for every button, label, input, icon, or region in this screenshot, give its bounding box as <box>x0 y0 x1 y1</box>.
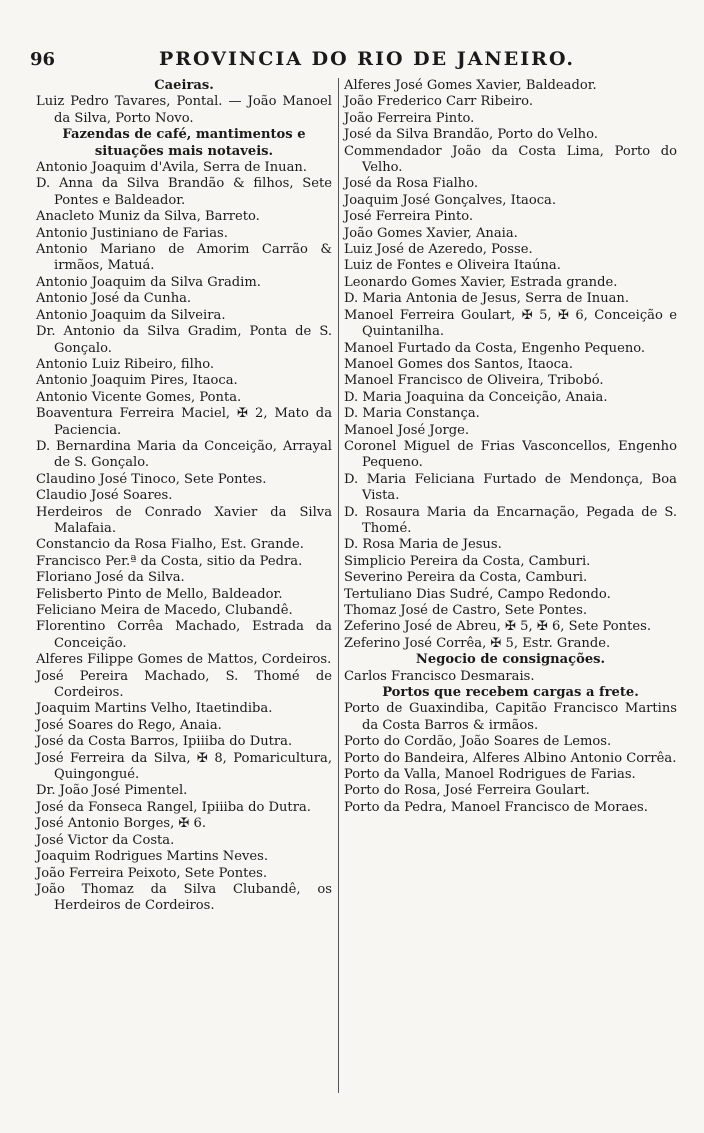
directory-entry: Claudio José Soares. <box>36 488 173 504</box>
directory-entry: D. Bernardina Maria da Conceição, Arrayal de S. Gonçalo. <box>36 438 332 471</box>
directory-entry: José Pereira Machado, S. Thomé de Cordeiros. <box>36 668 332 701</box>
directory-entry: João Ferreira Peixoto, Sete Pontes. <box>36 865 268 881</box>
directory-entry: José Antonio Borges, ✠ 6. <box>36 816 207 832</box>
directory-entry: D. Rosaura Maria da Encarnação, Pegada de S. Thomé. <box>344 504 677 536</box>
directory-entry: Joaquim Rodrigues Martins Neves. <box>36 849 269 865</box>
directory-entry: Manoel Ferreira Goulart, ✠ 5, ✠ 6, Conceição e Quintanilha. <box>344 307 677 340</box>
directory-entry: Feliciano Meira de Macedo, Clubandê. <box>36 603 293 618</box>
section-heading: Fazendas de café, mantimentos e situações mais notaveis. <box>62 127 306 159</box>
directory-entry: João Frederico Carr Ribeiro. <box>344 94 533 110</box>
directory-entry: Antonio José da Cunha. <box>36 291 192 307</box>
right-column <box>344 78 677 816</box>
directory-entry: Dr. Antonio da Silva Gradim, Ponta de S. Gonçalo. <box>36 324 332 356</box>
directory-entry: Antonio Joaquim da Silveira. <box>36 307 226 323</box>
directory-entry: Tertuliano Dias Sudré, Campo Redondo. <box>344 586 611 602</box>
directory-entry: Luiz José de Azeredo, Posse. <box>344 242 533 258</box>
directory-entry: Porto do Cordão, João Soares de Lemos. <box>344 734 612 750</box>
directory-entry: Floriano José da Silva. <box>36 570 185 586</box>
directory-entry: Manoel José Jorge. <box>344 422 470 438</box>
directory-entry: João Ferreira Pinto. <box>344 110 475 126</box>
directory-entry: Leonardo Gomes Xavier, Estrada grande. <box>344 274 618 290</box>
directory-entry: Luiz Pedro Tavares, Pontal. — João Manoel da Silva, Porto Novo. <box>36 94 332 126</box>
section-heading: Portos que recebem cargas a frete. <box>382 685 639 701</box>
directory-entry: Antonio Joaquim Pires, Itaoca. <box>36 373 238 389</box>
directory-entry: Coronel Miguel de Frias Vasconcellos, Engenho Pequeno. <box>344 438 677 471</box>
directory-entry: João Thomaz da Silva Clubandê, os Herdeiros de Cordeiros. <box>36 881 332 914</box>
left-column <box>36 78 332 915</box>
directory-entry: Joaquim José Gonçalves, Itaoca. <box>344 192 556 208</box>
directory-entry: Anacleto Muniz da Silva, Barreto. <box>36 209 260 225</box>
directory-entry: José da Costa Barros, Ipiiiba do Dutra. <box>36 734 293 750</box>
directory-entry: João Gomes Xavier, Anaia. <box>344 225 518 241</box>
directory-entry: Commendador João da Costa Lima, Porto do Velho. <box>344 143 677 176</box>
directory-entry: D. Maria Feliciana Furtado de Mendonça, Boa Vista. <box>344 471 677 504</box>
directory-entry: Porto de Guaxindiba, Capitão Francisco Martins da Costa Barros & irmãos. <box>344 701 677 733</box>
directory-entry: Felisberto Pinto de Mello, Baldeador. <box>36 586 283 602</box>
directory-entry: Herdeiros de Conrado Xavier da Silva Malafaia. <box>36 504 332 536</box>
directory-entry: Boaventura Ferreira Maciel, ✠ 2, Mato da Paciencia. <box>36 406 332 438</box>
directory-entry: José da Fonseca Rangel, Ipiiiba do Dutra. <box>36 799 311 815</box>
page-header <box>30 44 674 74</box>
page-number: 96 <box>30 48 56 70</box>
directory-entry: Francisco Per.ª da Costa, sitio da Pedra. <box>36 553 303 569</box>
directory-entry: José Victor da Costa. <box>36 832 175 848</box>
directory-entry: Porto do Rosa, José Ferreira Goulart. <box>344 783 590 799</box>
directory-entry: D. Maria Joaquina da Conceição, Anaia. <box>344 389 608 405</box>
directory-entry: Florentino Corrêa Machado, Estrada da Conceição. <box>36 619 332 651</box>
directory-entry: Manoel Francisco de Oliveira, Tribobó. <box>344 373 604 389</box>
section-heading: Negocio de consignações. <box>415 652 606 668</box>
directory-entry: Carlos Francisco Desmarais. <box>344 668 535 684</box>
directory-entry: Luiz de Fontes e Oliveira Itaúna. <box>344 258 561 274</box>
directory-entry: José Soares do Rego, Anaia. <box>36 717 222 733</box>
directory-entry: Porto da Valla, Manoel Rodrigues de Farias. <box>344 767 636 783</box>
directory-entry: Manoel Furtado da Costa, Engenho Pequeno. <box>344 340 646 356</box>
directory-entry: D. Rosa Maria de Jesus. <box>344 537 502 553</box>
directory-entry: Severino Pereira da Costa, Camburi. <box>344 570 588 586</box>
directory-entry: D. Anna da Silva Brandão & filhos, Sete Pontes e Baldeador. <box>36 176 332 208</box>
directory-entry: Antonio Luiz Ribeiro, filho. <box>36 356 215 372</box>
directory-entry: Zeferino José de Abreu, ✠ 5, ✠ 6, Sete Pontes. <box>344 619 651 635</box>
directory-entry: Manoel Gomes dos Santos, Itaoca. <box>344 356 573 372</box>
directory-entry: Zeferino José Corrêa, ✠ 5, Estr. Grande. <box>344 635 611 651</box>
directory-entry: José da Silva Brandão, Porto do Velho. <box>344 127 598 143</box>
directory-entry: D. Maria Antonia de Jesus, Serra de Inuan. <box>344 291 630 307</box>
directory-entry: José Ferreira da Silva, ✠ 8, Pomaricultura, Quingongué. <box>36 750 332 783</box>
directory-entry: Simplicio Pereira da Costa, Camburi. <box>344 553 591 569</box>
directory-entry: Claudino José Tinoco, Sete Pontes. <box>36 471 267 487</box>
column-divider <box>338 78 339 1093</box>
directory-entry: Antonio Vicente Gomes, Ponta. <box>36 389 242 405</box>
page-title: PROVINCIA DO RIO DE JANEIRO. <box>158 48 576 70</box>
directory-entry: Alferes José Gomes Xavier, Baldeador. <box>344 78 597 93</box>
directory-entry: Antonio Joaquim da Silva Gradim. <box>36 274 261 290</box>
directory-entry: Alferes Filippe Gomes de Mattos, Cordeiros. <box>36 652 332 668</box>
directory-entry: Constancio da Rosa Fialho, Est. Grande. <box>36 537 304 553</box>
directory-entry: José Ferreira Pinto. <box>344 209 474 225</box>
directory-entry: Antonio Mariano de Amorim Carrão & irmãos, Matuá. <box>36 242 332 274</box>
directory-entry: Thomaz José de Castro, Sete Pontes. <box>344 603 588 618</box>
directory-entry: Porto da Pedra, Manoel Francisco de Moraes. <box>344 799 648 815</box>
directory-entry: Dr. João José Pimentel. <box>36 783 188 799</box>
directory-entry: Joaquim Martins Velho, Itaetindiba. <box>36 701 273 717</box>
directory-entry: José da Rosa Fialho. <box>344 176 479 192</box>
directory-entry: Porto do Bandeira, Alferes Albino Antonio Corrêa. <box>344 750 677 766</box>
directory-entry: D. Maria Constança. <box>344 406 480 422</box>
section-heading: Caeiras. <box>154 78 214 93</box>
directory-entry: Antonio Joaquim d'Avila, Serra de Inuan. <box>36 160 307 176</box>
directory-entry: Antonio Justiniano de Farias. <box>36 225 228 241</box>
